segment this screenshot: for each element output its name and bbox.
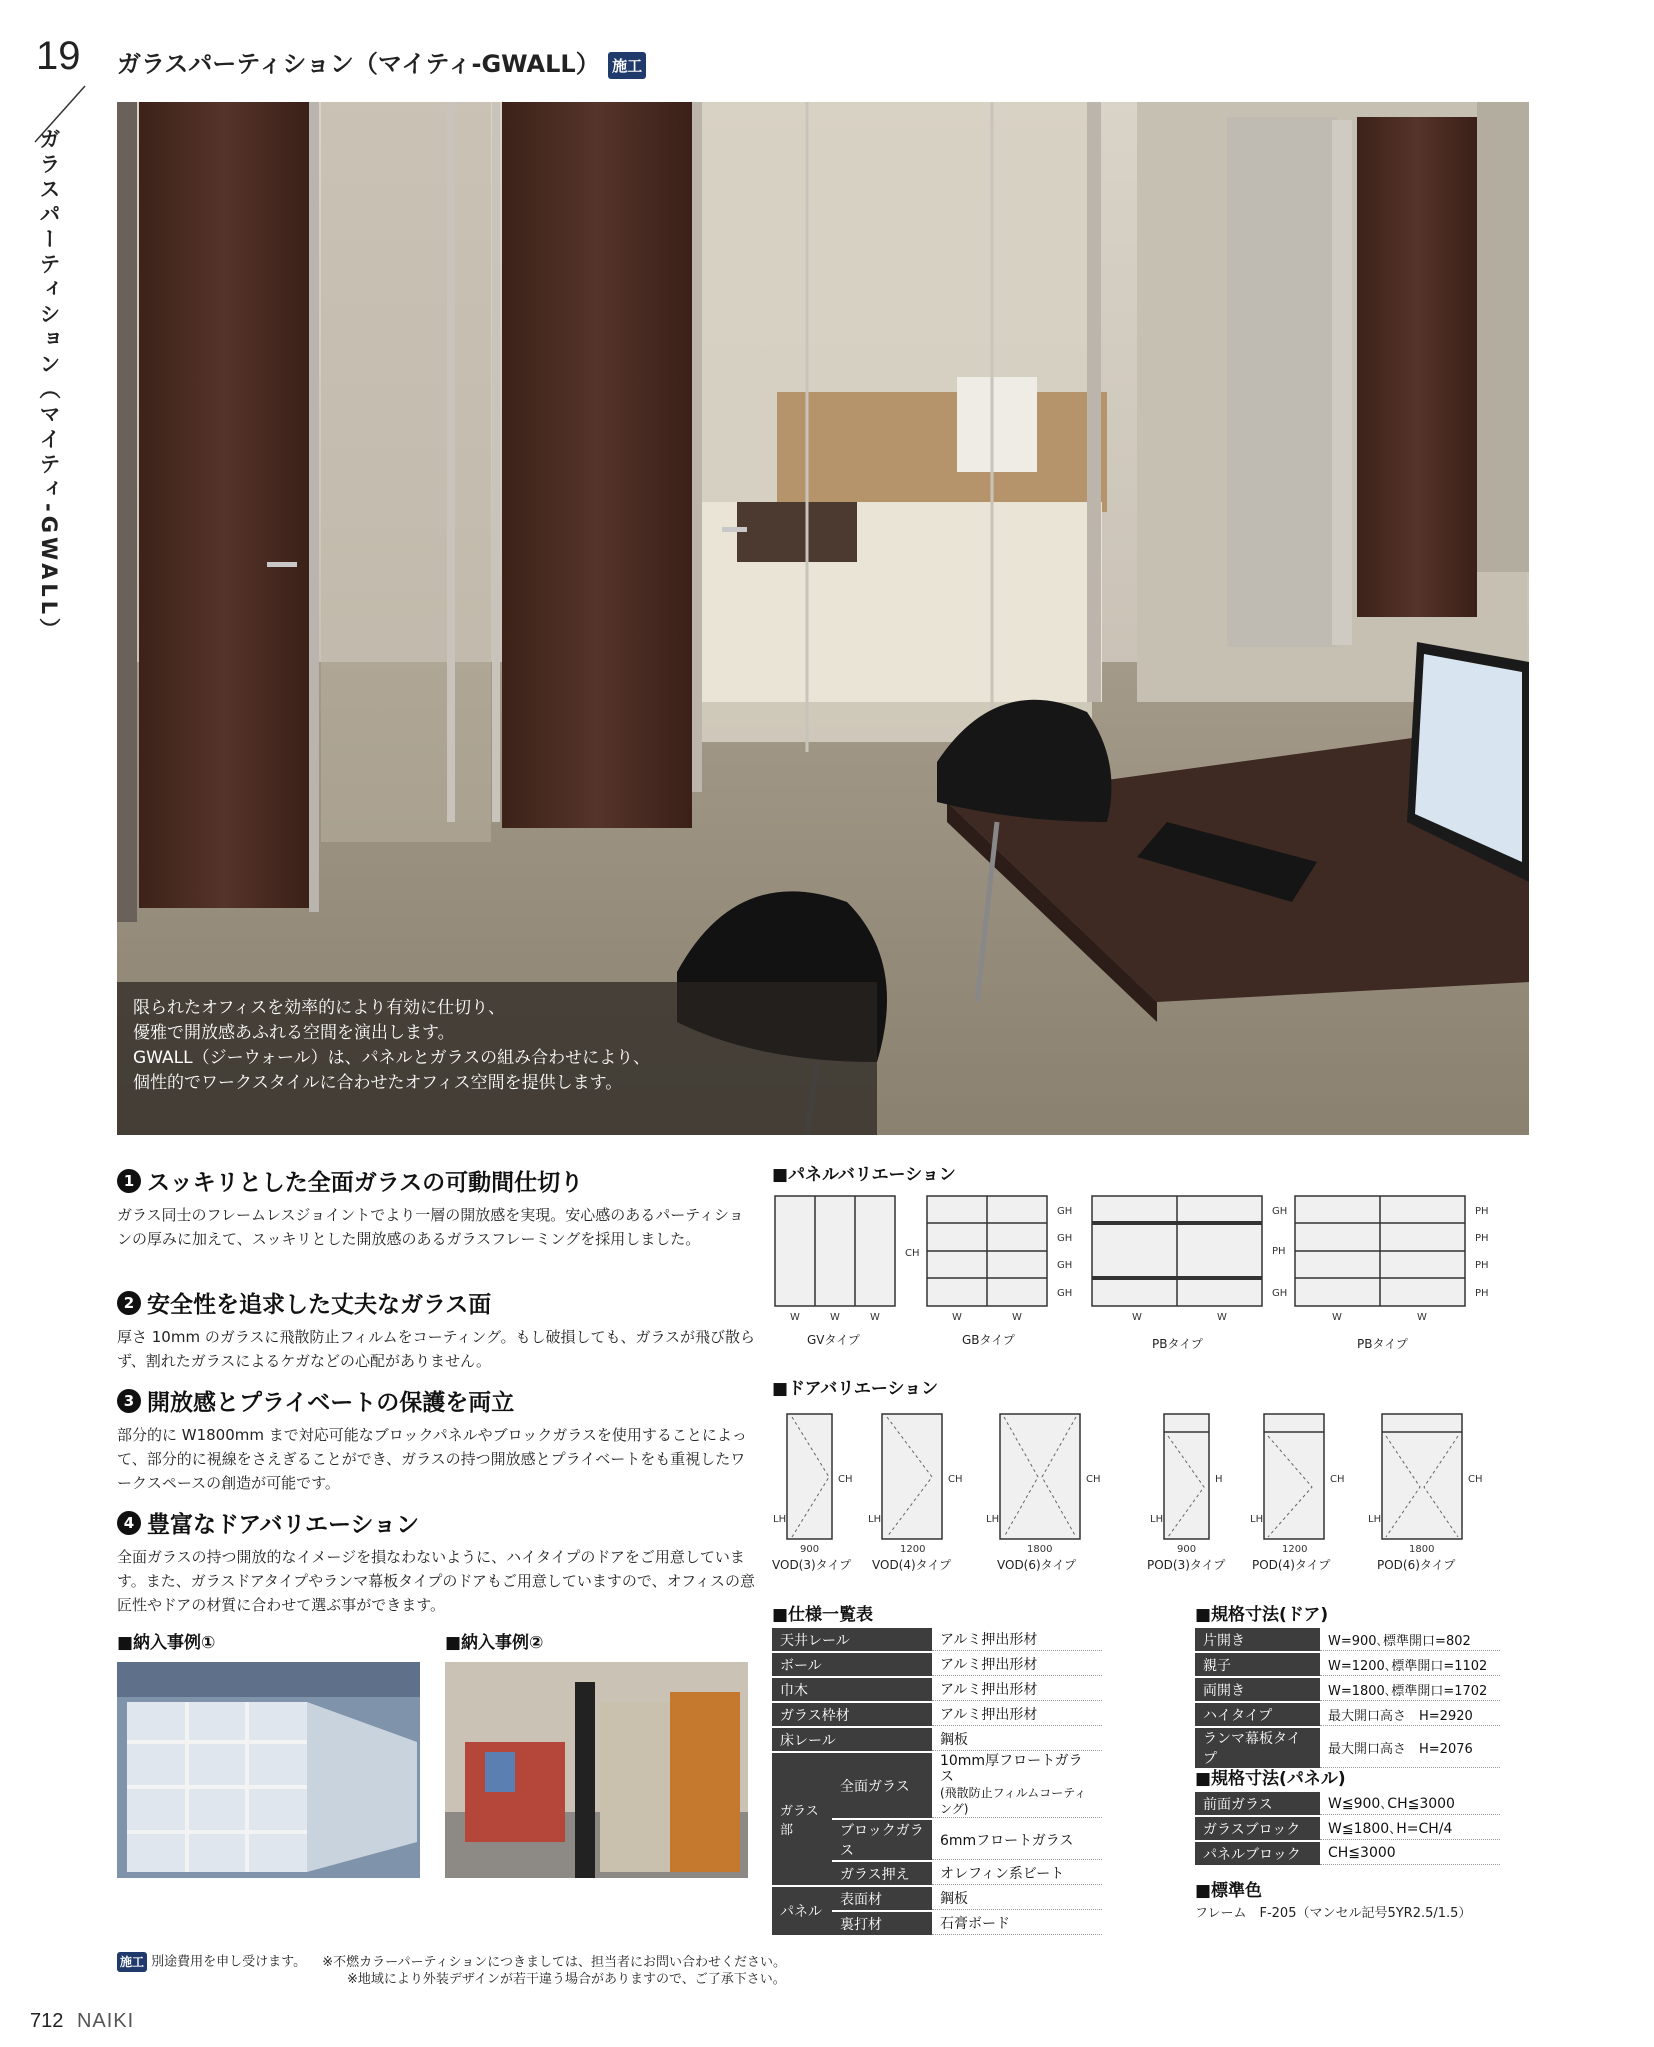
w-label: W [790, 1312, 800, 1323]
spec-row [772, 1887, 1102, 1910]
spec-value: アルミ押出形材 [932, 1678, 1102, 1701]
lh-label: LH [986, 1514, 1000, 1525]
feature-body: ガラス同士のフレームレスジョイントでより一層の開放感を実現。安心感のあるパーティションの厚みに加えて、スッキリとした開放感のあるガラスフレーミングを採用しました。 [117, 1206, 744, 1248]
feature-body: 全面ガラスの持つ開放的なイメージを損なわないように、ハイタイプのドアをご用意しています。また、ガラスドアタイプやランマ幕板タイプのドアもご用意していますので、オフィスの意匠性やドアの材質に合わせて選ぶ事ができます。 [117, 1548, 755, 1614]
standard-color-heading: ■標準色 [1195, 1881, 1263, 1901]
door-variation-diagram [772, 1402, 1532, 1572]
dims-row [1195, 1628, 1500, 1651]
feature-3 [117, 1384, 757, 1495]
caption-line: GWALL（ジーウォール）は、パネルとガラスの組み合わせにより、 [133, 1048, 651, 1068]
hero-caption [117, 982, 877, 1135]
feature-title: 安全性を追求した丈夫なガラス面 [147, 1292, 492, 1318]
door-width: 900 [800, 1544, 820, 1555]
spec-row [772, 1678, 1102, 1701]
brand-name: NAIKI [76, 2010, 135, 2032]
door-width: 1800 [1409, 1544, 1435, 1555]
door-type-label: VOD(6)タイプ [997, 1558, 1077, 1572]
feature-title: 開放感とプライベートの保護を両立 [147, 1390, 515, 1416]
feature-4 [117, 1506, 757, 1617]
spec-key: ブロックガラス [832, 1820, 932, 1860]
spec-key: ガラス枠材 [772, 1703, 932, 1726]
feature-title: スッキリとした全面ガラスの可動間仕切り [147, 1170, 584, 1196]
panel-type-label: GVタイプ [807, 1333, 860, 1347]
lh-label: LH [1150, 1514, 1164, 1525]
footer-notes [117, 1952, 1417, 1972]
door-variation-heading: ■ドアバリエーション [772, 1379, 939, 1399]
case2-heading: ■納入事例② [445, 1633, 544, 1653]
door-width: 1200 [900, 1544, 926, 1555]
ph-label: PH [1475, 1233, 1489, 1244]
page-title [117, 44, 646, 79]
caption-line: 個性的でワークスタイルに合わせたオフィス空間を提供します。 [133, 1073, 623, 1093]
feature-body: 厚さ 10mm のガラスに飛散防止フィルムをコーティング。もし破損しても、ガラスが飛び散らず、割れたガラスによるケガなどの心配がありません。 [117, 1328, 756, 1370]
hero-photo [117, 102, 1529, 1135]
w-label: W [1417, 1312, 1427, 1323]
door-type-label: POD(4)タイプ [1252, 1558, 1331, 1572]
spec-value: 鋼板 [932, 1728, 1102, 1751]
ch-label: CH [905, 1248, 920, 1259]
case2-photo [445, 1662, 748, 1878]
footer-note1: ※不燃カラーパーティションにつきましては、担当者にお問い合わせください。 [322, 1954, 786, 1970]
dims-key: 前面ガラス [1195, 1792, 1320, 1815]
feature-number: 1 [117, 1169, 141, 1193]
door-type-label: VOD(4)タイプ [872, 1558, 952, 1572]
spec-row [772, 1653, 1102, 1676]
door-dims-table [1195, 1626, 1500, 1770]
side-title: ガラスパーティション（マイティ-GWALL） [37, 128, 61, 644]
gh-label: GH [1272, 1206, 1288, 1217]
dims-row [1195, 1703, 1500, 1726]
w-label: W [1132, 1312, 1142, 1323]
spec-row [772, 1703, 1102, 1726]
spec-value: アルミ押出形材 [932, 1703, 1102, 1726]
ph-label: PH [1272, 1246, 1286, 1257]
panel-type-label: PBタイプ [1152, 1337, 1203, 1351]
feature-heading [117, 1384, 757, 1417]
door-type-label: VOD(3)タイプ [772, 1558, 852, 1572]
panel-type-label: GBタイプ [962, 1333, 1015, 1347]
dims-row [1195, 1792, 1500, 1815]
gh-label: GH [1272, 1288, 1288, 1299]
spec-value-line: (飛散防止フィルムコーティング) [939, 1786, 1087, 1816]
feature-heading [117, 1164, 757, 1197]
h-label: H [1215, 1474, 1223, 1485]
spec-group: ガラス部 [772, 1753, 832, 1885]
feature-heading [117, 1506, 757, 1539]
feature-number: 2 [117, 1291, 141, 1315]
spec-key: 床レール [772, 1728, 932, 1751]
ch-label: CH [1468, 1474, 1483, 1485]
feature-number: 4 [117, 1511, 141, 1535]
spec-value: 6mmフロートガラス [932, 1820, 1102, 1860]
dims-row [1195, 1653, 1500, 1676]
dims-value: W≦1800､H=CH/4 [1320, 1817, 1500, 1840]
w-label: W [870, 1312, 880, 1323]
page-number: 712 [30, 2010, 64, 2032]
w-label: W [830, 1312, 840, 1323]
dims-value: W≦900､CH≦3000 [1320, 1792, 1500, 1815]
dims-key: パネルブロック [1195, 1842, 1320, 1865]
ch-label: CH [1330, 1474, 1345, 1485]
gh-label: GH [1057, 1206, 1073, 1217]
spec-key: 表面材 [832, 1887, 932, 1910]
spec-key: ガラス押え [832, 1862, 932, 1885]
dims-value: 最大開口高さ H=2076 [1320, 1728, 1500, 1768]
dims-row [1195, 1842, 1500, 1865]
door-width: 900 [1177, 1544, 1197, 1555]
dims-key: 親子 [1195, 1653, 1320, 1676]
dims-row [1195, 1817, 1500, 1840]
dims-key: ガラスブロック [1195, 1817, 1320, 1840]
dims-key: ランマ幕板タイプ [1195, 1728, 1320, 1768]
spec-value [932, 1753, 1102, 1818]
door-type-label: POD(3)タイプ [1147, 1558, 1226, 1572]
lh-label: LH [773, 1514, 787, 1525]
dims-value: W=1800､標準開口=1702 [1320, 1678, 1500, 1701]
ch-label: CH [948, 1474, 963, 1485]
gh-label: GH [1057, 1288, 1073, 1299]
door-width: 1800 [1027, 1544, 1053, 1555]
spec-heading: ■仕様一覧表 [772, 1605, 874, 1625]
office-photo-illustration [117, 102, 1529, 1135]
lh-label: LH [868, 1514, 882, 1525]
spec-value: オレフィン系ビート [932, 1862, 1102, 1885]
case1-illustration [117, 1662, 420, 1878]
ch-label: CH [838, 1474, 853, 1485]
feature-1 [117, 1164, 757, 1251]
construction-badge: 施工 [608, 52, 646, 79]
w-label: W [1217, 1312, 1227, 1323]
panel-dims-table [1195, 1790, 1500, 1867]
spec-value-line: 10mm厚フロートガラス [939, 1753, 1083, 1785]
caption-line: 限られたオフィスを効率的により有効に仕切り、 [133, 998, 506, 1018]
feature-title: 豊富なドアバリエーション [147, 1512, 420, 1538]
spec-key: 全面ガラス [832, 1753, 932, 1818]
gh-label: GH [1057, 1233, 1073, 1244]
page-footer [30, 2010, 134, 2033]
feature-2 [117, 1286, 757, 1373]
ch-label: CH [1086, 1474, 1101, 1485]
case2-illustration [445, 1662, 748, 1878]
ph-label: PH [1475, 1260, 1489, 1271]
ph-label: PH [1475, 1288, 1489, 1299]
dims-key: 両開き [1195, 1678, 1320, 1701]
spec-key: 巾木 [772, 1678, 932, 1701]
spec-table [772, 1626, 1102, 1937]
spec-key: 裏打材 [832, 1912, 932, 1935]
dims-value: W=900､標準開口=802 [1320, 1628, 1500, 1651]
dims-value: CH≦3000 [1320, 1842, 1500, 1865]
ph-label: PH [1475, 1206, 1489, 1217]
lh-label: LH [1368, 1514, 1382, 1525]
spec-value: アルミ押出形材 [932, 1628, 1102, 1651]
dims-row [1195, 1728, 1500, 1768]
lh-label: LH [1250, 1514, 1264, 1525]
dims-key: 片開き [1195, 1628, 1320, 1651]
footer-line1: 別途費用を申し受けます。 [151, 1954, 307, 1970]
w-label: W [952, 1312, 962, 1323]
section-number: 19 [36, 34, 81, 78]
spec-group: パネル [772, 1887, 832, 1935]
spec-row [772, 1628, 1102, 1651]
panel-variation-heading: ■パネルバリエーション [772, 1165, 956, 1185]
feature-number: 3 [117, 1389, 141, 1413]
feature-body: 部分的に W1800mm まで対応可能なブロックパネルやブロックガラスを使用することによって、部分的に視線をさえぎることができ、ガラスの持つ開放感とプライベートをも重視したワークスペースの創造が可能です。 [117, 1426, 747, 1492]
door-dims-heading: ■規格寸法(ドア) [1195, 1605, 1329, 1625]
dims-value: 最大開口高さ H=2920 [1320, 1703, 1500, 1726]
spec-value: アルミ押出形材 [932, 1653, 1102, 1676]
spec-key: 天井レール [772, 1628, 932, 1651]
spec-row [772, 1728, 1102, 1751]
panel-type-label: PBタイプ [1357, 1337, 1408, 1351]
door-width: 1200 [1282, 1544, 1308, 1555]
spec-value: 石膏ボード [932, 1912, 1102, 1935]
panel-variation-diagram [772, 1186, 1532, 1356]
spec-key: ボール [772, 1653, 932, 1676]
dims-row [1195, 1678, 1500, 1701]
caption-line: 優雅で開放感あふれる空間を演出します。 [133, 1023, 455, 1043]
gh-label: GH [1057, 1260, 1073, 1271]
feature-heading [117, 1286, 757, 1319]
spec-value: 鋼板 [932, 1887, 1102, 1910]
standard-color-text: フレーム F-205（マンセル記号5YR2.5/1.5） [1195, 1906, 1472, 1921]
dims-key: ハイタイプ [1195, 1703, 1320, 1726]
construction-badge-footer: 施工 [117, 1952, 147, 1972]
case1-heading: ■納入事例① [117, 1633, 216, 1653]
door-type-label: POD(6)タイプ [1377, 1558, 1456, 1572]
w-label: W [1012, 1312, 1022, 1323]
w-label: W [1332, 1312, 1342, 1323]
footer-note2: ※地域により外装デザインが若干違う場合がありますので、ご了承下さい。 [347, 1972, 786, 1987]
page-title-text: ガラスパーティション（マイティ-GWALL） [117, 50, 600, 78]
case1-photo [117, 1662, 420, 1878]
panel-dims-heading: ■規格寸法(パネル) [1195, 1769, 1346, 1789]
dims-value: W=1200､標準開口=1102 [1320, 1653, 1500, 1676]
spec-row [772, 1753, 1102, 1818]
